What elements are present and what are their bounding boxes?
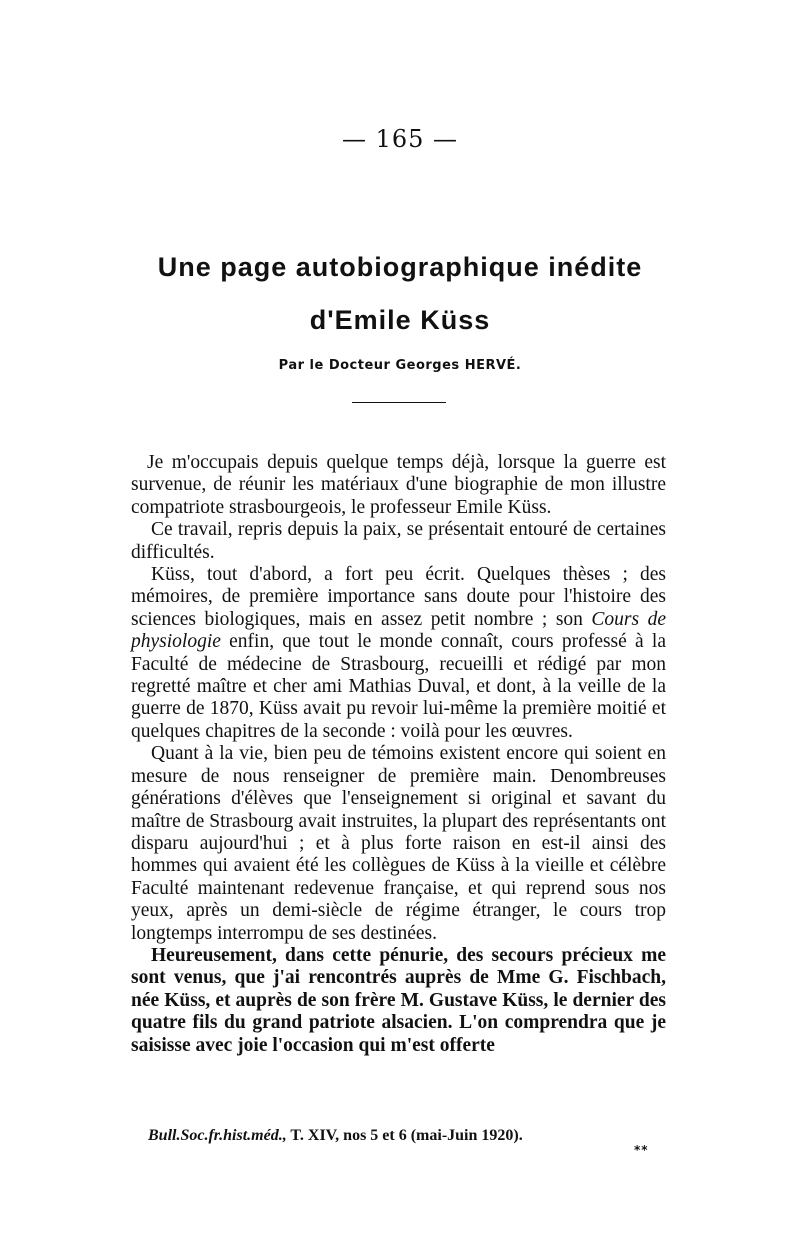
article-title: Une page autobiographique inédite [157, 252, 643, 282]
paragraph: Quant à la vie, bien peu de témoins existent encore qui soient en mesure de nous renseigner de première main. Denombreuses générations d'élèves que l'enseignement si original et savant du maître de Strasbourg avait instruites, la plupart des représentants ont disparu aujourd'hui ; et à plus forte raison en est-il ainsi des hommes qui avaient été les collègues de Küss à la vieille et célèbre Faculté maintenant redevenue française, et qui reprend sous nos yeux, après un demi-siècle de régime étranger, le cours trop longtemps interrompu de ses destinées. [131, 743, 666, 944]
paragraph: Ce travail, repris depuis la paix, se présentait entouré de certaines difficultés. [131, 519, 666, 563]
volume-reference: T. XIV, nos 5 et 6 (mai-Juin 1920). [286, 1127, 523, 1144]
article-title-continued: d'Emile Küss [309, 305, 491, 335]
article-body [131, 452, 666, 1057]
title-divider [352, 402, 446, 403]
page-number: — 165 — [341, 125, 459, 153]
paragraph: Je m'occupais depuis quelque temps déjà, lorsque la guerre est survenue, de réunir les matériaux d'une biographie de mon illustre compatriote strasbourgeois, le professeur Emile Küss. [131, 452, 666, 518]
book-title: Cours de physiologie [131, 608, 666, 653]
journal-abbreviation: Bull.Soc.fr.hist.méd., [148, 1127, 287, 1144]
author-byline: Par le Docteur Georges HERVÉ. [278, 358, 522, 373]
footer-citation [148, 1127, 523, 1145]
paragraph-text: Küss, tout d'abord, a fort peu écrit. Quelques thèses ; des mémoires, de première importance sans doute pour l'histoire des sciences biologiques, mais en assez petit nombre ; son [131, 564, 666, 630]
paragraph: Heureusement, dans cette pénurie, des secours précieux me sont venus, que j'ai rencontrés auprès de Mme G. Fischbach, née Küss, et auprès de son frère M. Gustave Küss, le dernier des quatre fils du grand patriote alsacien. L'on comprendra que je saisisse avec joie l'occasion qui m'est offerte [131, 944, 666, 1056]
signature-mark: ** [634, 1143, 649, 1157]
paragraph [131, 564, 666, 743]
paragraph-text: enfin, que tout le monde connaît, cours professé à la Faculté de médecine de Strasbourg, recueilli et rédigé par mon regretté maître et cher ami Mathias Duval, et dont, à la veille de la guerre de 1870, Küss avait pu revoir lui-même la première moitié et quelques chapitres de la seconde : voilà pour les œuvres. [131, 631, 666, 742]
